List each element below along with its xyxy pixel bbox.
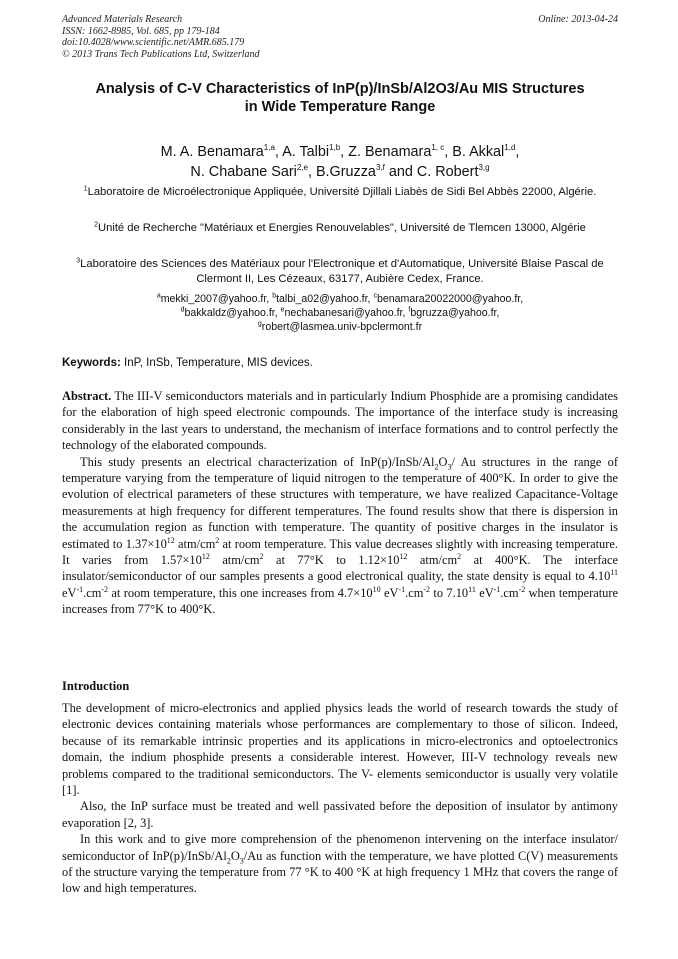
intro-text: /Au as function with the temperature, we have plotted C(V) measurements of the structure varying the temperature from 77 °K to 400 °K at high frequency 1 MHz that covers the range of low and high temperatures. (62, 848, 618, 896)
author-name: B. Akkal (452, 144, 505, 160)
abstract-text: eV (475, 585, 494, 600)
author-separator: , (274, 144, 283, 160)
abstract-text: at 77°K to 1.12×10 (263, 553, 400, 568)
abstract-text: when temperature increases from 77°K to 400°K. (62, 585, 618, 617)
superscript: -2 (518, 584, 526, 594)
abstract-paragraph-1 (62, 388, 618, 454)
author-separator: , (444, 144, 453, 160)
superscript: 11 (468, 584, 476, 594)
subscript: 2 (226, 856, 231, 866)
affiliation-2 (70, 221, 610, 236)
title-line-1: Analysis of C-V Characteristics of InP(p)/InSb/Al2O3/Au MIS Structures (95, 81, 585, 97)
affiliation-number: 1 (83, 185, 88, 193)
abstract-text: The III-V semiconductors materials and in particularly Indium Phosphide are a promising candidates for the elaboration of high speed electronic compounds. The importance of the interface study is increasing considerably in the last years to understand, the mechanism of interface formations and to control perfectly the technology of the elaborated compounds. (62, 389, 618, 453)
superscript: 11 (610, 568, 618, 578)
abstract-label: Abstract. (62, 389, 112, 403)
author-list (62, 142, 618, 182)
author-affil-mark: 3,g (478, 163, 490, 173)
author-name: C. Robert (416, 164, 479, 180)
email-mark: g (257, 320, 262, 328)
author-separator: , (515, 144, 520, 160)
author-name: M. A. Benamara (160, 144, 264, 160)
subscript: 2 (434, 462, 439, 472)
affiliation-text: Unité de Recherche "Matériaux et Energies Renouvelables", Université de Tlemcen 13000, Algérie (98, 222, 586, 234)
intro-paragraph-2: Also, the InP surface must be treated and well passivated before the deposition of insulator by antimony evaporation [2, 3]. (62, 799, 618, 830)
intro-text: In this work and to give more comprehension of the phenomenon intervening on the interface insulator/ semiconductor of InP(p)/InSb/Al (62, 832, 618, 863)
author-emails (70, 292, 610, 334)
introduction-heading: Introduction (62, 679, 130, 693)
email-mark: c (373, 292, 377, 300)
author-affil-mark: 3,f (375, 163, 385, 173)
email-mark: d (180, 306, 185, 314)
author-affil-mark: 1, c (431, 143, 445, 153)
keywords-text: InP, InSb, Temperature, MIS devices. (124, 357, 313, 369)
subscript: 3 (447, 462, 452, 472)
superscript: -2 (423, 584, 431, 594)
abstract-section (62, 388, 618, 618)
author-affil-mark: 1,d (504, 143, 516, 153)
author-name: N. Chabane Sari (190, 164, 297, 180)
paper-title (62, 80, 618, 116)
email-address: bakkaldz@yahoo.fr, (184, 307, 281, 319)
doi-line: doi:10.4028/www.scientific.net/AMR.685.179 (62, 37, 245, 48)
superscript: 12 (399, 551, 408, 561)
superscript: 2 (457, 551, 462, 561)
email-address: mekki_2007@yahoo.fr, (160, 293, 273, 305)
superscript: 12 (201, 551, 210, 561)
affiliation-1 (70, 185, 610, 200)
abstract-text: at room temperature, this one increases from 4.7×10 (108, 585, 373, 600)
intro-text: O (230, 848, 240, 863)
affiliation-text: Laboratoire de Microélectronique Appliquée, Université Djillali Liabès de Sidi Bel Abbès 22000, Algérie. (87, 186, 597, 198)
affiliation-text: Laboratoire des Sciences des Matériaux pour l'Electronique et d'Automatique, Université Blaise Pascal de Clermont II, Les Cézeaux, 63177, Aubière Cedex, France. (80, 258, 604, 285)
subscript: 3 (239, 856, 244, 866)
abstract-text: .cm (405, 585, 424, 600)
author-affil-mark: 1,a (263, 143, 275, 153)
abstract-text: This study presents an electrical characterization of InP(p)/InSb/Al (80, 454, 435, 469)
abstract-text: atm/cm (174, 536, 216, 551)
author-separator: and (384, 164, 417, 180)
superscript: -1 (493, 584, 501, 594)
issn-line: ISSN: 1662-8985, Vol. 685, pp 179-184 (62, 25, 220, 37)
abstract-text: .cm (500, 585, 519, 600)
email-address: bgruzza@yahoo.fr, (410, 307, 500, 319)
abstract-text: atm/cm (209, 553, 260, 568)
copyright-line: © 2013 Trans Tech Publications Ltd, Switzerland (62, 48, 260, 60)
superscript: -1 (76, 584, 84, 594)
abstract-text: eV (62, 585, 77, 600)
email-address: benamara20022000@yahoo.fr, (376, 293, 524, 305)
abstract-text: .cm (83, 585, 102, 600)
abstract-text: to 7.10 (430, 585, 469, 600)
email-address: talbi_a02@yahoo.fr, (276, 293, 374, 305)
email-mark: e (280, 306, 285, 314)
author-separator: , (340, 144, 349, 160)
intro-paragraph-1: The development of micro-electronics and applied physics leads the world of research towards the study of electronic devices containing materials whose performances are complementary to those of silicon. Indeed, because of its remarkable intrinsic properties and its applications in micro-electronics and optoelectronics domain, the indium phosphide presents a considerable interest. However, III-V technology reveals new problems compared to the traditional semiconductors. The V- elements semiconductor is usually very volatile [1]. (62, 701, 618, 798)
email-address: nechabanesari@yahoo.fr, (284, 307, 409, 319)
superscript: -1 (398, 584, 406, 594)
author-affil-mark: 1,b (329, 143, 341, 153)
abstract-text: at 400°K. The interface insulator/semiconductor of our samples presents a good electronical quality, the state density is equal to 4.10 (62, 553, 618, 584)
introduction-section (62, 700, 618, 897)
keywords (62, 356, 618, 371)
author-affil-mark: 2,e (296, 163, 308, 173)
affiliation-number: 2 (94, 221, 99, 229)
keywords-label: Keywords: (62, 357, 121, 369)
superscript: 12 (166, 535, 175, 545)
abstract-text: eV (380, 585, 399, 600)
title-line-2: in Wide Temperature Range (244, 99, 436, 115)
email-mark: a (156, 292, 161, 300)
email-address: robert@lasmea.univ-bpclermont.fr (261, 321, 423, 333)
abstract-text: / Au structures in the range of temperature varying from the temperature of liquid nitrogen to the temperature of 400°K. In order to give the evolution of electrical parameters of these structures with temperature, we have realized Capacitance-Voltage measurements at high frequency for different temperatures. The found results show that there is dispersion in the accumulation region as function with temperature. The quantity of positive charges in the insulator is estimated to 1.37×10 (62, 454, 618, 551)
email-mark: f (408, 306, 411, 314)
intro-paragraph-3 (62, 831, 618, 897)
affiliation-number: 3 (76, 257, 81, 265)
abstract-text: O (438, 454, 448, 469)
affiliation-3 (70, 257, 610, 287)
superscript: 2 (215, 535, 220, 545)
superscript: 2 (259, 551, 264, 561)
abstract-paragraph-2 (62, 454, 618, 618)
author-name: Z. Benamara (348, 144, 432, 160)
online-date: Online: 2013-04-24 (538, 14, 618, 25)
abstract-text: atm/cm (407, 553, 458, 568)
abstract-text: at room temperature. This value decreases slightly with increasing temperature. It varies from 1.57×10 (62, 536, 618, 568)
author-name: B.Gruzza (315, 164, 376, 180)
email-mark: b (272, 292, 277, 300)
author-name: A. Talbi (282, 144, 330, 160)
author-separator: , (307, 164, 316, 180)
superscript: 10 (372, 584, 381, 594)
journal-name: Advanced Materials Research (62, 14, 183, 25)
journal-header (62, 14, 618, 60)
superscript: -2 (101, 584, 109, 594)
